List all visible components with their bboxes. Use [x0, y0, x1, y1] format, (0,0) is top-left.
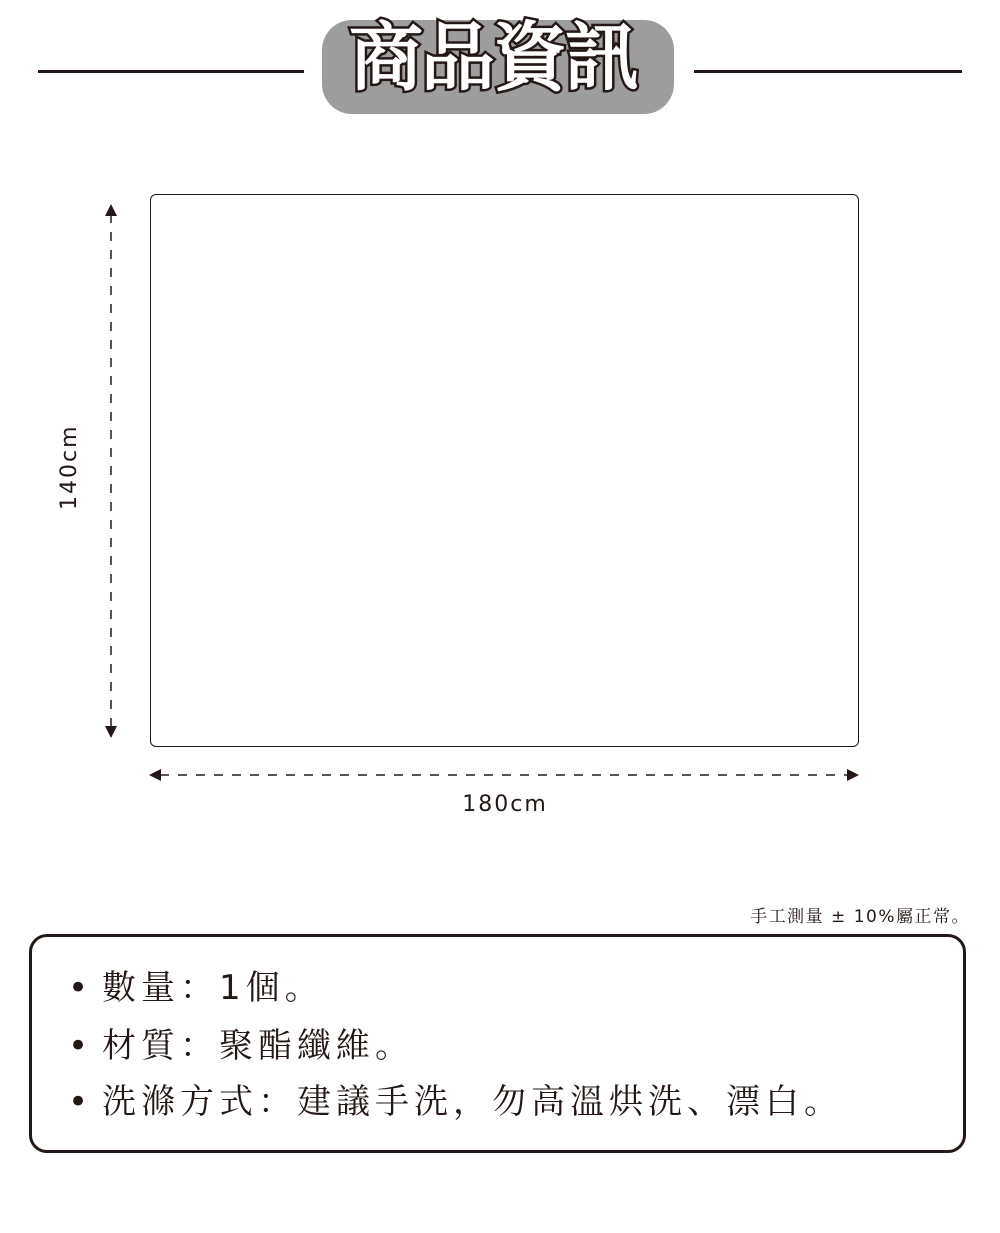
- bullet-icon: •: [68, 1082, 94, 1122]
- info-item-material: [68, 1024, 414, 1068]
- info-item-text: 材質：聚酯纖維。: [102, 1026, 414, 1066]
- info-item-washing: [68, 1080, 843, 1124]
- arrow-down-icon: [105, 726, 117, 738]
- bullet-icon: •: [68, 968, 94, 1008]
- arrow-left-icon: [149, 769, 161, 781]
- height-label: 140cm: [57, 424, 82, 510]
- bullet-icon: •: [68, 1026, 94, 1066]
- info-item-text: 洗滌方式：建議手洗，勿高溫烘洗、漂白。: [102, 1082, 843, 1122]
- arrow-up-icon: [105, 204, 117, 216]
- measurement-note: 手工測量 ± 10%屬正常。: [750, 907, 970, 927]
- page-title: 商品資訊: [349, 15, 637, 101]
- width-arrow: [149, 769, 859, 781]
- info-item-quantity: [68, 966, 324, 1010]
- height-arrow: [105, 204, 117, 738]
- arrow-right-icon: [847, 769, 859, 781]
- info-item-text: 數量：1個。: [102, 968, 324, 1008]
- width-label: 180cm: [462, 792, 548, 817]
